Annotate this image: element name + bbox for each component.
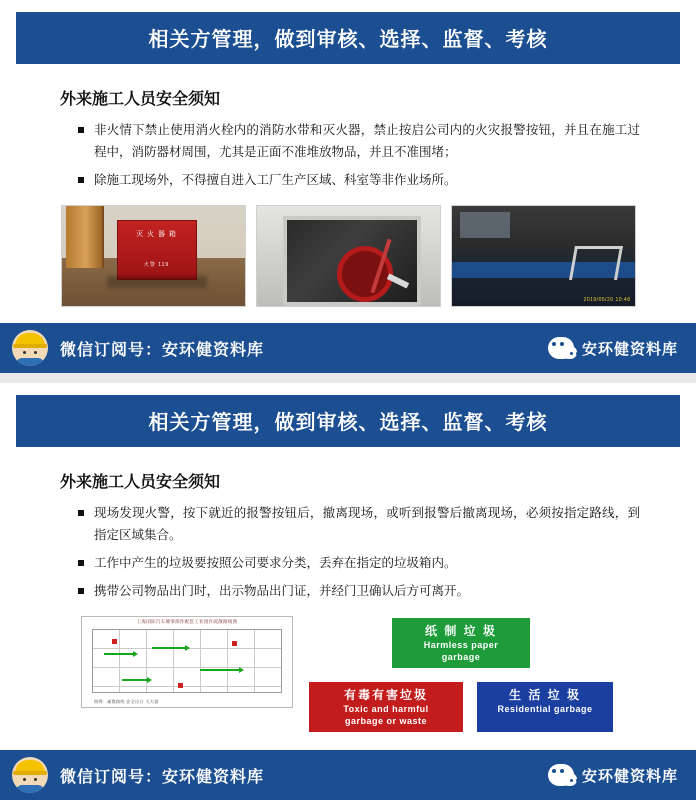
wechat-icon [548,764,574,786]
window-detail [460,212,510,238]
cabinet-label-sub: 火警 119 [143,262,170,268]
avatar [12,757,48,793]
floorplan-grid [92,629,282,693]
metal-stand [569,246,623,280]
sign-row [307,680,615,734]
footer-brand [548,337,678,359]
floorplan-marker [178,683,183,688]
list-item: 非火情下禁止使用消火栓内的消防水带和灭火器，禁止按启公司内的火灾报警按钮，并且在施工过程中，消防器材周围，尤其是正面不准堆放物品，并且不准围堵； [78,119,640,163]
slide-separator [0,373,696,383]
slide-1-banner-title: 相关方管理，做到审核、选择、监督、考核 [16,12,680,64]
sign-label-en: Residential garbage [497,704,593,714]
wechat-icon [548,337,574,359]
warehouse-interior-photo [451,205,636,307]
slide-2-banner-title: 相关方管理，做到审核、选择、监督、考核 [16,395,680,447]
fire-extinguisher-cabinet-photo [61,205,246,307]
slide-1-bullet-list [16,119,680,191]
list-item: 携带公司物品出门时，出示物品出门证，并经门卫确认后方可离开。 [78,580,640,602]
footer-account-label: 微信订阅号：安环健资料库 [60,341,265,359]
floor-shadow [107,276,207,288]
floorplan-marker [232,641,237,646]
slide-2-bullet-list [16,502,680,602]
slide-1-photo-row [16,205,680,307]
list-item: 工作中产生的垃圾要按照公司要求分类，丢弃在指定的垃圾箱内。 [78,552,640,574]
hose-cabinet [283,216,421,306]
avatar [12,330,48,366]
slide-1 [0,0,696,373]
sign-residential-garbage [475,680,615,734]
photo-timestamp: 2019/05/20 10:48 [583,297,631,303]
list-item: 现场发现火警，按下就近的报警按钮后，撤离现场，或听到报警后撤离现场，必须按指定路线，到指定区域集合。 [78,502,640,546]
evacuation-floorplan-image [81,616,293,708]
avatar-eye-left [23,778,26,781]
slide-2-footer [0,750,696,800]
footer-account-label: 微信订阅号：安环健资料库 [60,768,265,786]
helmet-brim [13,344,47,348]
evacuation-arrow [200,669,240,671]
evacuation-arrow [122,679,148,681]
slide-2-graphics-row [16,616,680,734]
slide-2-body [0,469,696,734]
floorplan-legend: 图例：疏散路线 安全出口 灭火器 [94,699,159,704]
footer-brand-label: 安环健资料库 [581,767,678,785]
avatar-body [16,358,44,366]
slide-2-subtitle: 外来施工人员安全须知 [60,474,221,491]
sign-toxic-garbage [307,680,465,734]
wechat-icon-dots [570,779,573,782]
sign-label-cn: 有毒有害垃圾 [343,688,428,702]
red-extinguisher-box [117,220,197,280]
avatar-eye-right [34,778,37,781]
cabinet-label-main: 灭 火 器 箱 [136,231,177,238]
floorplan-marker [112,639,117,644]
fire-hose-reel-photo [256,205,441,307]
sign-paper-garbage [390,616,532,670]
helmet-brim [13,771,47,775]
sign-label-en: Harmless paper garbage [423,640,499,662]
door-frame-detail [66,206,104,268]
garbage-sign-group [307,616,615,734]
slide-1-footer [0,323,696,373]
banner-area-1 [0,0,696,64]
list-item: 除施工现场外，不得擅自进入工厂生产区域、科室等非作业场所。 [78,169,640,191]
avatar-eye-right [34,351,37,354]
avatar-body [16,785,44,793]
floorplan-title: 上海国际汽车城零部件配套工业园区疏散路线图 [136,619,238,624]
footer-brand [548,764,678,786]
wechat-icon-dots [570,352,573,355]
sign-label-en: Toxic and harmful garbage or waste [343,704,429,726]
sign-label-cn: 生 活 垃 圾 [508,688,581,702]
footer-brand-label: 安环健资料库 [581,340,678,358]
banner-area-2 [0,383,696,447]
slide-2 [0,383,696,800]
slide-1-subtitle: 外来施工人员安全须知 [60,91,221,108]
evacuation-arrow [104,653,134,655]
evacuation-arrow [152,647,186,649]
avatar-eye-left [23,351,26,354]
sign-label-cn: 纸 制 垃 圾 [424,624,497,638]
slide-1-body [0,86,696,307]
